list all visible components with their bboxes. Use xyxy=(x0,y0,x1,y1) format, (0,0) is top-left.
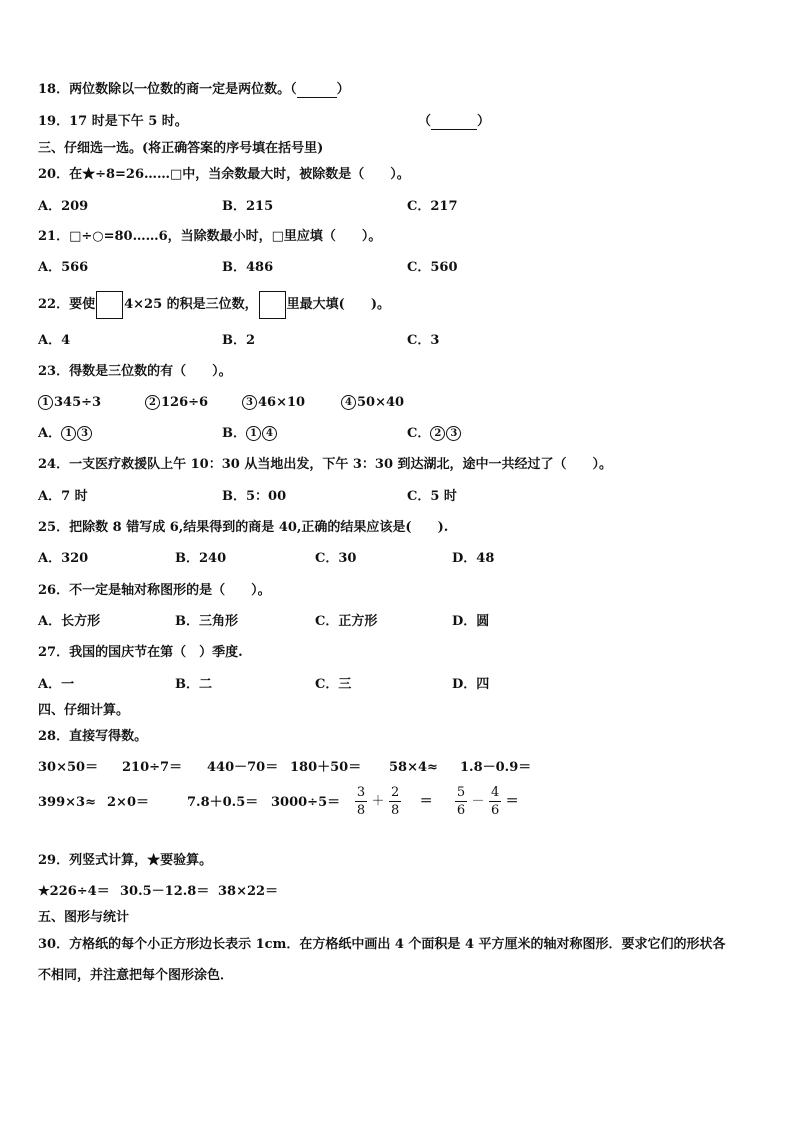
q22-text-2: 4×25 的积是三位数， xyxy=(124,297,258,312)
numerator: 5 xyxy=(456,785,466,800)
q24-option-c[interactable]: C．5 时 xyxy=(407,489,457,504)
q23-option-c[interactable] xyxy=(407,426,462,442)
circled-number-1: 1 xyxy=(38,395,53,410)
section-3-heading: 三、仔细选一选。(将正确答案的序号填在括号里) xyxy=(38,141,324,156)
q20-option-b[interactable]: B．215 xyxy=(222,199,274,214)
minus-operator: － xyxy=(471,794,485,809)
q22-number: 22． xyxy=(38,297,70,312)
q29-number: 29． xyxy=(38,853,70,868)
q18-text: 两位数除以一位数的商一定是两位数。（ xyxy=(69,82,297,97)
question-26 xyxy=(38,583,271,599)
denominator: 6 xyxy=(456,803,466,818)
q30-text-line-2: 不相同，并注意把每个图形涂色． xyxy=(38,968,234,983)
q27-option-d[interactable]: D．四 xyxy=(452,677,490,692)
question-25 xyxy=(38,520,448,536)
q23-option-a[interactable] xyxy=(38,426,93,442)
numerator: 2 xyxy=(390,785,400,800)
q28-row2-item-4[interactable]: 3000÷5＝ xyxy=(271,795,341,810)
section-5-heading: 五、图形与统计 xyxy=(38,910,130,925)
q20-text: 在★÷8=26……□中，当余数最大时，被除数是（ ）。 xyxy=(69,167,410,182)
circled-number-icon: 1 xyxy=(246,426,261,441)
q18-close: ） xyxy=(336,82,350,97)
circled-number-icon: 3 xyxy=(77,426,92,441)
q21-option-a[interactable]: A．566 xyxy=(38,260,89,275)
circled-number-icon: 1 xyxy=(61,426,76,441)
q30-number: 30． xyxy=(38,937,70,952)
q21-option-b[interactable]: B．486 xyxy=(222,260,274,275)
q23-item-1-text: 345÷3 xyxy=(54,395,102,410)
q23-item-1 xyxy=(38,395,101,411)
q25-option-b[interactable]: B．240 xyxy=(175,551,227,566)
q28-row2-item-1[interactable]: 399×3≈ xyxy=(38,795,96,810)
q20-option-a[interactable]: A．209 xyxy=(38,199,89,214)
question-21 xyxy=(38,229,381,245)
q23-option-b[interactable] xyxy=(222,426,278,442)
q28-row2-item-2[interactable]: 2×0＝ xyxy=(107,795,149,810)
circled-number-icon: 4 xyxy=(262,426,277,441)
q22-option-b[interactable]: B．2 xyxy=(222,333,256,348)
q25-text: 把除数 8 错写成 6,结果得到的商是 40,正确的结果应该是( ). xyxy=(69,520,449,535)
circled-number-icon: 3 xyxy=(446,426,461,441)
q25-option-d[interactable]: D．48 xyxy=(452,551,495,566)
q22-blank-box-1[interactable] xyxy=(96,291,123,319)
question-18 xyxy=(38,82,350,98)
q29-text: 列竖式计算，★要验算。 xyxy=(69,853,213,868)
q27-option-a[interactable]: A．一 xyxy=(38,677,75,692)
fraction-5-6 xyxy=(455,785,467,818)
q29-item-3[interactable]: 38×22＝ xyxy=(218,884,279,899)
q29-item-2[interactable]: 30.5－12.8＝ xyxy=(120,884,210,899)
q23-item-3 xyxy=(242,395,305,411)
denominator: 8 xyxy=(356,803,366,818)
q26-text: 不一定是轴对称图形的是（ ）。 xyxy=(69,583,271,598)
q28-fraction-difference[interactable] xyxy=(455,785,519,818)
fraction-bar xyxy=(389,801,401,802)
q28-row2-item-3[interactable]: 7.8＋0.5＝ xyxy=(187,795,259,810)
q19-text: 17 时是下午 5 时。 xyxy=(69,114,188,129)
q22-text-1: 要使 xyxy=(69,297,96,312)
q24-option-a[interactable]: A．7 时 xyxy=(38,489,88,504)
q20-option-c[interactable]: C．217 xyxy=(407,199,458,214)
q27-option-c[interactable]: C．三 xyxy=(315,677,352,692)
q26-option-a[interactable]: A．长方形 xyxy=(38,614,101,629)
q28-row1-item-2[interactable]: 210÷7＝ xyxy=(122,760,183,775)
question-30 xyxy=(38,937,726,953)
q24-text: 一支医疗救援队上午 10：30 从当地出发，下午 3：30 到达湖北，途中一共经过了（ ）。 xyxy=(69,457,613,472)
q24-number: 24． xyxy=(38,457,70,472)
q28-fraction-sum[interactable] xyxy=(355,785,433,818)
denominator: 6 xyxy=(490,803,500,818)
q27-option-b[interactable]: B．二 xyxy=(175,677,212,692)
numerator: 3 xyxy=(356,785,366,800)
fraction-4-6 xyxy=(489,785,501,818)
q19-number: 19． xyxy=(38,114,70,129)
fraction-3-8 xyxy=(355,785,367,818)
fraction-bar xyxy=(455,801,467,802)
q23-item-4 xyxy=(341,395,404,411)
q23-option-b-label: B． xyxy=(222,426,246,441)
q23-option-c-label: C． xyxy=(407,426,431,441)
q21-option-c[interactable]: C．560 xyxy=(407,260,458,275)
plus-operator: ＋ xyxy=(371,794,385,809)
q30-text-line-1: 方格纸的每个小正方形边长表示 1cm．在方格纸中画出 4 个面积是 4 平方厘米的轴对称图形．要求它们的形状各 xyxy=(69,937,726,952)
q19-answer-paren xyxy=(418,114,490,130)
q21-number: 21． xyxy=(38,229,70,244)
q23-item-3-text: 46×10 xyxy=(258,395,306,410)
q28-number: 28． xyxy=(38,729,70,744)
q29-item-1[interactable]: ★226÷4＝ xyxy=(38,884,110,899)
q26-option-c[interactable]: C．正方形 xyxy=(315,614,378,629)
question-20 xyxy=(38,167,410,183)
question-28 xyxy=(38,729,147,745)
denominator: 8 xyxy=(390,803,400,818)
equals-sign: ＝ xyxy=(419,794,433,809)
q18-answer-blank[interactable] xyxy=(297,97,337,98)
q28-row1-item-6[interactable]: 1.8－0.9＝ xyxy=(460,760,532,775)
circled-number-2: 2 xyxy=(145,395,160,410)
q22-text-3: 里最大填( )。 xyxy=(286,297,390,312)
q26-option-b[interactable]: B．三角形 xyxy=(175,614,238,629)
q23-text: 得数是三位数的有（ ）。 xyxy=(69,364,232,379)
fraction-bar xyxy=(355,801,367,802)
q28-text: 直接写得数。 xyxy=(69,729,148,744)
q23-option-a-label: A． xyxy=(38,426,62,441)
q22-option-c[interactable]: C．3 xyxy=(407,333,440,348)
fraction-bar xyxy=(489,801,501,802)
q26-number: 26． xyxy=(38,583,70,598)
question-24 xyxy=(38,457,612,473)
numerator: 4 xyxy=(490,785,500,800)
q28-row1-item-5[interactable]: 58×4≈ xyxy=(389,760,438,775)
q25-option-a[interactable]: A．320 xyxy=(38,551,89,566)
circled-number-4: 4 xyxy=(341,395,356,410)
q26-option-d[interactable]: D．圆 xyxy=(452,614,490,629)
q28-row1-item-1[interactable]: 30×50＝ xyxy=(38,760,99,775)
q18-number: 18． xyxy=(38,82,70,97)
q19-paren-close: ） xyxy=(477,114,491,129)
q23-item-2 xyxy=(145,395,208,411)
q27-number: 27． xyxy=(38,645,70,660)
q20-number: 20． xyxy=(38,167,70,182)
question-23 xyxy=(38,364,232,380)
q23-number: 23． xyxy=(38,364,70,379)
fraction-2-8 xyxy=(389,785,401,818)
q27-text: 我国的国庆节在第（ ）季度. xyxy=(69,645,243,660)
q28-row1-item-3[interactable]: 440－70＝ xyxy=(207,760,279,775)
question-22 xyxy=(38,290,390,320)
q22-blank-box-2[interactable] xyxy=(259,291,286,319)
q25-number: 25． xyxy=(38,520,70,535)
q22-option-a[interactable]: A．4 xyxy=(38,333,71,348)
equals-sign: ＝ xyxy=(505,794,519,809)
question-29 xyxy=(38,853,212,869)
question-27 xyxy=(38,645,243,661)
q23-item-4-text: 50×40 xyxy=(357,395,405,410)
q21-text: □÷○=80……6，当除数最小时，□里应填（ ）。 xyxy=(69,229,382,244)
q25-option-c[interactable]: C．30 xyxy=(315,551,357,566)
section-4-heading: 四、仔细计算。 xyxy=(38,703,130,718)
q28-row1-item-4[interactable]: 180＋50＝ xyxy=(290,760,362,775)
q19-answer-blank[interactable] xyxy=(431,129,477,130)
q24-option-b[interactable]: B．5：00 xyxy=(222,489,287,504)
q23-item-2-text: 126÷6 xyxy=(161,395,209,410)
circled-number-3: 3 xyxy=(242,395,257,410)
question-19 xyxy=(38,114,188,130)
q19-paren-open: （ xyxy=(418,114,432,129)
circled-number-icon: 2 xyxy=(430,426,445,441)
